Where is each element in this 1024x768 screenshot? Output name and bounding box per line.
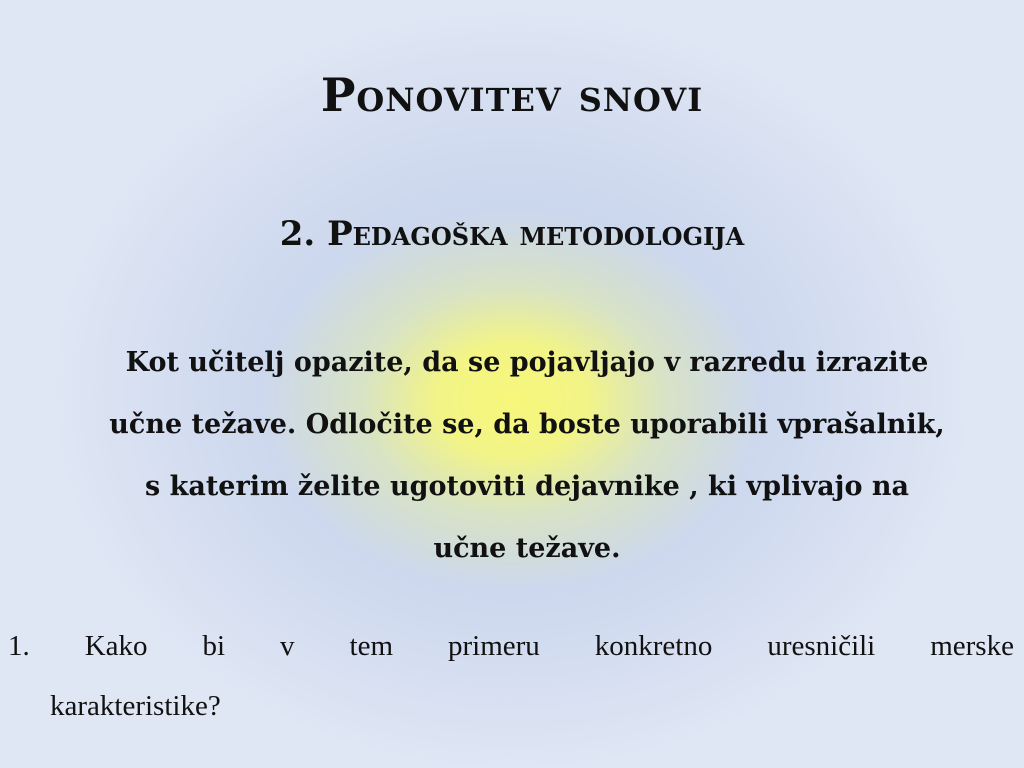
slide-subtitle: 2. Pedagoška metodologija [279, 214, 745, 254]
question-word: uresničili [767, 630, 876, 662]
slide-title: Ponovitev snovi [320, 68, 704, 122]
question-item [8, 616, 1014, 736]
question-word: merske [930, 630, 1014, 662]
scenario-paragraph [40, 332, 1014, 580]
question-word: konkretno [594, 630, 713, 662]
scenario-line: učne težave. Odločite se, da boste uporabili vprašalnik, [109, 409, 945, 440]
question-word: Kako [84, 630, 148, 662]
question-word: v [280, 630, 295, 662]
question-word: tem [349, 630, 394, 662]
question-word: primeru [447, 630, 540, 662]
question-number: 1. [8, 630, 30, 662]
question-word: bi [202, 630, 226, 662]
scenario-line: Kot učitelj opazite, da se pojavljajo v razredu izrazite [125, 347, 929, 378]
question-line-2: karakteristike? [50, 690, 221, 722]
scenario-line: učne težave. [433, 533, 621, 564]
question-line-1 [8, 616, 1014, 676]
scenario-line: s katerim želite ugotoviti dejavnike , ki vplivajo na [145, 471, 909, 502]
